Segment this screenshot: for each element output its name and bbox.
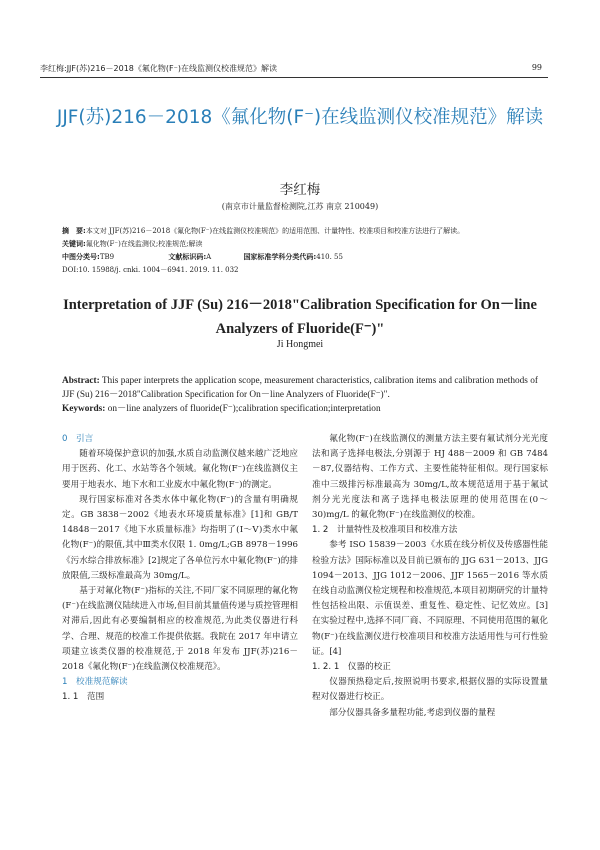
abstract-english	[62, 375, 538, 402]
keywords-en-label: Keywords:	[62, 404, 106, 414]
affiliation-chinese: (南京市计量监督检测院,江苏 南京 210049)	[221, 202, 379, 211]
doc-code-label: 文献标识码:	[168, 253, 207, 261]
heading-introduction: 0 引言	[62, 434, 94, 444]
abstract-chinese	[62, 226, 540, 236]
running-title: 李红梅:JJF(苏)216－2018《氟化物(F⁻)在线监测仪校准规范》解读	[40, 64, 277, 73]
keywords-en-text: on－line analyzers of fluoride(F⁻);calibration specification;interpretation	[107, 404, 381, 414]
clc-value: TB9	[99, 253, 115, 261]
heading-section-1-2: 1. 2 计量特性及校准项目和校准方法	[312, 525, 458, 536]
header-rule	[40, 77, 548, 78]
doi: DOI:10. 15988/j. cnki. 1004－6941. 2019. 11. 032	[62, 266, 239, 274]
abstract-en-label: Abstract:	[62, 376, 100, 386]
abstract-en-text: This paper interprets the application scope, measurement characteristics, calibration items and calibration methods of JJF (Su) 216－2018"Calibration Specification for On－line Analyzers of Fluoride(F⁻)".	[62, 376, 538, 400]
doc-code-value: A	[206, 253, 212, 261]
clc-label: 中图分类号:	[62, 253, 100, 261]
paragraph: 部分仪器具备多量程功能,考虑到仪器的量程	[329, 707, 496, 718]
subject-code-label: 国家标准学科分类代码:	[243, 253, 317, 261]
title-chinese: JJF(苏)216－2018《氟化物(F⁻)在线监测仪校准规范》解读	[56, 107, 544, 128]
paragraph: 基于对氟化物(F⁻)指标的关注,不同厂家不同原理的氟化物(F⁻)在线监测仪陆续进入市场,但目前其量值传递与质控管理相对滞后,因此有必要编制相应的校准规范,为此类仪器进行科学、合理、规范的校准工作提供依据。我院在 2017 年申请立项建立该类仪器的校准规范,于 2018 年发布 JJF(苏)216－2018《氟化物(F⁻)在线监测仪校准规范》。	[62, 586, 298, 673]
heading-section-1-1: 1. 1 范围	[62, 692, 105, 703]
keywords-cn-text: 氟化物(F⁻)在线监测仪;校准规范;解读	[85, 240, 203, 248]
heading-section-1-2-1: 1. 2. 1 仪器的校正	[312, 662, 391, 673]
classification-line	[62, 252, 540, 262]
paragraph: 现行国家标准对各类水体中氟化物(F⁻)的含量有明确规定。GB 3838－2002《地表水环境质量标准》[1]和 GB/T 14848－2017《地下水质量标准》均指明了(Ⅰ～Ⅴ)类水中氟化物(F⁻)的限值,其中Ⅲ类水仅限 1. 0mg/L;GB 8978－1996《污水综合排放标准》[2]规定了各单位污水中氟化物(F⁻)的排放限值,三级标准最高为 30mg/L。	[62, 494, 298, 581]
abstract-cn-text: 本文对 JJF(苏)216－2018《氟化物(F⁻)在线监测仪校准规范》的适用范围、计量特性、校准项目和校准方法进行了解读。	[85, 227, 465, 235]
keywords-english	[62, 403, 538, 417]
keywords-cn-label: 关键词:	[62, 240, 86, 248]
paragraph: 仪器预热稳定后,按照说明书要求,根据仪器的实际设置量程对仪器进行校正。	[312, 677, 548, 703]
paragraph: 氟化物(F⁻)在线监测仪的测量方法主要有氟试剂分光光度法和离子选择电极法,分别源于 HJ 488－2009 和 GB 7484－87,仪器结构、工作方式、主要性能特征相似。现行国家标准中三级排污标准最高为 30mg/L,故本规范适用于基于氟试剂分光光度法和离子选择电极法原理的使用范围在(0～30)mg/L 的氟化物(F⁻)在线监测仪的校准。	[312, 434, 548, 521]
heading-section-1: 1 校准规范解读	[62, 677, 128, 688]
paragraph: 参考 ISO 15839－2003《水质在线分析仪及传感器性能检验方法》国际标准以及目前已颁布的 JJG 631－2013、JJG 1094－2013、JJG 1012－2006、JJF 1565－2016 等水质在线自动监测仪检定规程和校准规范,本项目初期研究的计量特性包括检出限、示值误差、重复性、稳定性、记忆效应。[3] 在实验过程中,选择不同厂商、不同原理、不同使用范围的氟化物(F⁻)在线监测仪进行校准项目和校准方法适用性与可行性验证。[4]	[312, 540, 548, 657]
body-right-column	[312, 432, 548, 721]
author-chinese: 李红梅	[279, 182, 321, 198]
title-english: Interpretation of JJF (Su) 216－2018"Calibration Specification for On－line Analyzers of Fluoride(F⁻)"	[63, 297, 537, 337]
keywords-chinese	[62, 239, 540, 249]
subject-code-value: 410. 55	[316, 253, 343, 261]
paragraph: 随着环境保护意识的加强,水质自动监测仪越来越广泛地应用于医药、化工、水站等各个领域。氟化物(F⁻)在线监测仪主要用于地表水、地下水和工业废水中氟化物(F⁻)的测定。	[62, 449, 298, 490]
body-left-column	[62, 432, 298, 706]
page-number: 99	[531, 63, 542, 72]
abstract-cn-label: 摘 要:	[62, 227, 86, 235]
author-english: Ji Hongmei	[276, 339, 324, 350]
